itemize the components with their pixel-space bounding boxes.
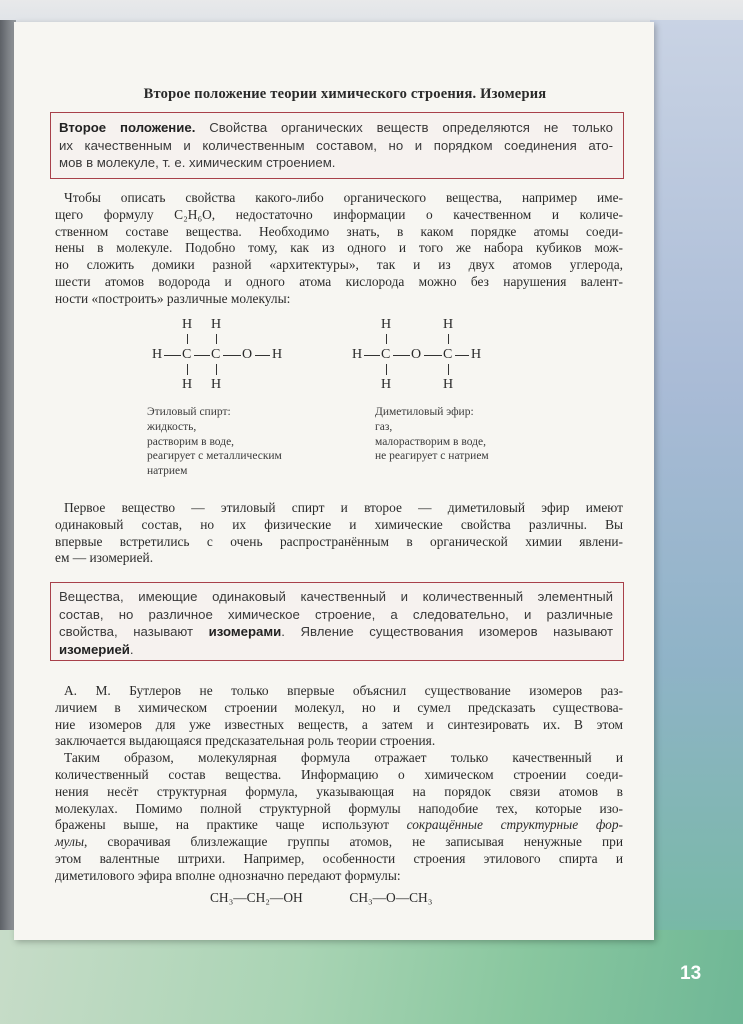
atom-c: C	[443, 347, 453, 362]
box-text: . Явление существования изомеров называют	[281, 624, 614, 639]
box-line: их качественным и количественным составом, но и порядком соединения ато-	[59, 137, 613, 153]
term-bold: Второе положение.	[59, 120, 196, 135]
atom-h: H	[182, 317, 193, 332]
text-line: ственном составе вещества. Необходимо знать, в каком порядке атомы соеди-	[55, 223, 623, 239]
definition-box-isomers	[50, 582, 624, 661]
text-line: количественный состав вещества. Информацию о химическом строении соеди-	[55, 766, 623, 782]
ethanol-caption	[147, 405, 282, 479]
text-line: нены в молекуле. Подобно тому, как из одного и того же набора кубиков мож-	[55, 240, 623, 256]
caption-line: Диметиловый эфир:	[375, 406, 474, 418]
paragraph-1	[55, 190, 623, 308]
caption-line: не реагирует с натрием	[375, 450, 489, 463]
text-line: но сложить домики разной «архитектуры», так и из двух атомов углерода,	[55, 257, 623, 273]
box-text: .	[129, 641, 134, 657]
atom-o: O	[242, 347, 253, 362]
term-isomerism: изомерией	[59, 641, 130, 657]
text-line: Чтобы описать свойства какого-либо органического вещества, например име-	[64, 190, 623, 205]
text-line: Таким образом, молекулярная формула отражает только качественный и	[64, 750, 623, 766]
atom-h: H	[211, 377, 222, 392]
text-line: А. М. Бутлеров не только впервые объяснил существование изомеров раз-	[64, 683, 623, 698]
dimethyl-ether-caption	[375, 405, 489, 464]
text-segment: бражены выше, на практике чаще используют	[55, 817, 407, 833]
rule-box-second-position	[50, 112, 624, 179]
atom-h: H	[381, 317, 392, 332]
box-line: Вещества, имеющие одинаковый качественный и количественный элементный	[59, 589, 613, 604]
text-line: диметилового эфира вполне однозначно передают формулы:	[55, 867, 401, 883]
caption-line: Этиловый спирт:	[147, 406, 231, 418]
text-line: ем — изомерией.	[55, 550, 154, 566]
ether-condensed-formula: CH₃—O—CH₃	[349, 890, 433, 905]
page-number: 13	[680, 963, 702, 984]
caption-line: растворим в воде,	[147, 435, 235, 448]
atom-c: C	[381, 347, 391, 362]
box-line: состав, но различное химическое строение, а следовательно, и различные	[59, 606, 613, 622]
text-line: шести атомов водорода и одного атома кислорода можно без нарушения валент-	[55, 273, 623, 289]
ethanol-condensed-formula: CH₃—CH₂—OH	[210, 890, 303, 905]
atom-h: H	[443, 377, 454, 392]
text-line: нения несёт структурная формула, указывающая на порядок связи атомов в	[55, 783, 623, 799]
text-line: щего формулу C₂H₆O, недостаточно информации о качественном и количе-	[55, 206, 623, 222]
text-line: ние изомеров для уже известных веществ, а затем и синтезировать их. В этом	[55, 716, 623, 732]
text-line: этом валентные штрихи. Например, особенности строения этилового спирта и	[55, 850, 623, 866]
text-segment: , сворачивая близлежащие группы атомов, не записывая ненужные при	[84, 834, 623, 850]
caption-line: малорастворим в воде,	[375, 435, 486, 448]
text-line: личием в химическом строении молекул, но и сумел предсказать существова-	[55, 699, 623, 715]
caption-line: реагирует с металлическим	[147, 450, 282, 463]
section-heading: Второе положение теории химического строения. Изомерия	[143, 86, 547, 102]
atom-c: C	[211, 347, 221, 362]
atom-h: H	[272, 347, 283, 362]
caption-line: газ,	[375, 420, 393, 433]
atom-h: H	[443, 317, 454, 332]
atom-h: H	[182, 377, 193, 392]
text-line: Первое вещество — этиловый спирт и второе — диметиловый эфир имеют	[64, 500, 623, 515]
box-line: мов в молекуле, т. е. химическим строением.	[59, 155, 336, 170]
italic-term: сокращённые структурные фор-	[406, 817, 623, 833]
condensed-formulas	[210, 890, 432, 906]
atom-h: H	[352, 347, 363, 362]
text-line: ности «построить» различные молекулы:	[55, 290, 291, 306]
text-line: одинаковый состав, но их физические и химические свойства различны. Вы	[55, 516, 623, 532]
cover-background-bottom	[0, 930, 743, 1024]
text-line: молекулах. Помимо полной структурной формулы наподобие тех, которые изо-	[55, 800, 623, 816]
atom-h: H	[211, 317, 222, 332]
atom-h: H	[381, 377, 392, 392]
atom-h: H	[152, 347, 163, 362]
paragraph-2	[55, 500, 623, 567]
term-isomers: изомерами	[208, 624, 282, 639]
caption-line: натрием	[147, 465, 188, 478]
box-text: свойства, называют	[59, 624, 209, 639]
box-text: Свойства органических веществ определяются не только	[195, 120, 613, 135]
atom-h: H	[471, 347, 482, 362]
atom-c: C	[182, 347, 192, 362]
text-line: заключается выдающаяся предсказательная роль теории строения.	[55, 733, 436, 749]
italic-term: мулы	[55, 834, 85, 850]
cover-background	[650, 20, 743, 940]
caption-line: жидкость,	[147, 420, 197, 433]
text-line: впервые встретились с очень распространённым в органической химии явлени-	[55, 533, 623, 549]
paragraph-3	[55, 683, 623, 885]
atom-o: O	[411, 347, 422, 362]
